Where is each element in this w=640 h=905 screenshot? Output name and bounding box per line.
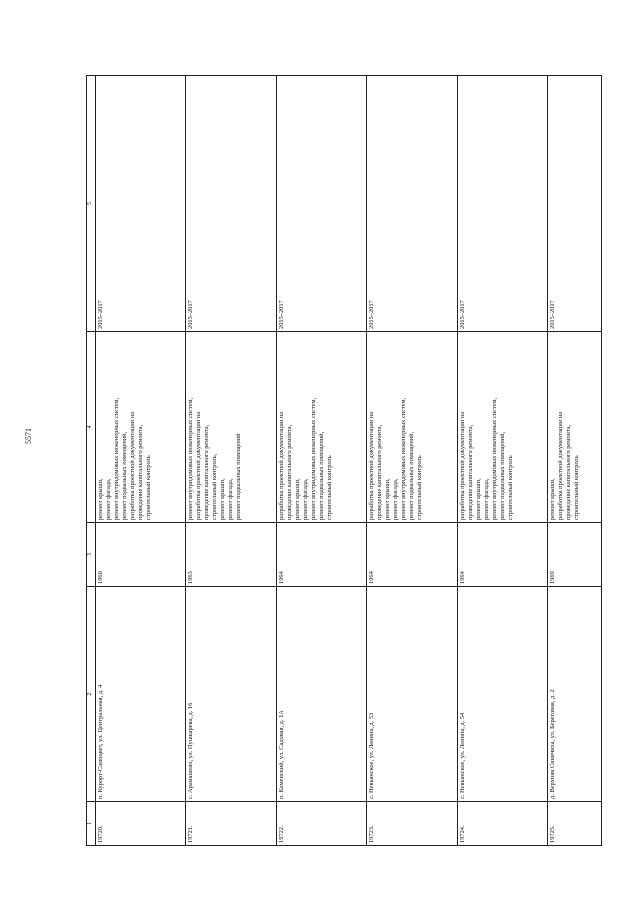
period-cell: 2015–2017 bbox=[186, 76, 276, 332]
year-cell: 1969 bbox=[548, 523, 602, 587]
year-cell: 1964 bbox=[367, 523, 457, 587]
period-cell: 2015–2017 bbox=[276, 76, 366, 332]
row-number: 19725. bbox=[548, 802, 602, 846]
work-item: ремонт подвальных помещений bbox=[235, 433, 243, 520]
address-cell: п. Каменский, ул. Садовая, д. 1А bbox=[276, 587, 366, 802]
period-cell: 2015–2017 bbox=[548, 76, 602, 332]
work-item: ремонт крыши, bbox=[219, 478, 227, 520]
table-row bbox=[96, 76, 186, 846]
work-item: ремонт внутридомовых инженерных систем, bbox=[113, 397, 120, 520]
row-number: 19722. bbox=[276, 802, 366, 846]
work-item: ремонт подвальных помещений, bbox=[317, 431, 325, 520]
work-item: разработка проектной документации на bbox=[557, 411, 565, 520]
address-cell: с. Невьянское, ул. Ленина, д. 54 bbox=[457, 587, 547, 802]
column-number-header-row bbox=[87, 76, 96, 846]
table-row bbox=[367, 76, 457, 846]
address-cell: д. Верхняя Синячиха, ул. Береговая, д. 2 bbox=[548, 587, 602, 802]
works-cell bbox=[276, 332, 366, 523]
work-item: ремонт фасада, bbox=[301, 478, 309, 520]
work-item: ремонт крыши, bbox=[474, 478, 482, 520]
period-cell: 2015–2017 bbox=[367, 76, 457, 332]
works-cell bbox=[186, 332, 276, 523]
work-item: ремонт крыши, bbox=[293, 478, 301, 520]
table-row bbox=[548, 76, 602, 846]
row-number: 19724. bbox=[457, 802, 547, 846]
work-item: разработка проектной документации на bbox=[277, 411, 285, 520]
address-cell: п. Курорт-Самоцвет, ул. Центральная, д. 4 bbox=[96, 587, 186, 802]
work-item: строительный контроль bbox=[416, 455, 424, 520]
work-item: ремонт внутридомовых инженерных систем, bbox=[400, 397, 408, 520]
work-item: разработка проектной документации на bbox=[368, 411, 376, 520]
row-number: 19720. bbox=[96, 802, 186, 846]
works-cell bbox=[96, 332, 186, 523]
repair-program-table bbox=[86, 75, 602, 846]
work-item: строительный контроль, bbox=[211, 453, 219, 520]
work-item: ремонт подвальных помещений, bbox=[121, 431, 128, 520]
works-cell bbox=[367, 332, 457, 523]
work-item: ремонт крыши, bbox=[384, 478, 392, 520]
rotated-table-container bbox=[86, 76, 602, 846]
work-item: ремонт внутридомовых инженерных систем, bbox=[490, 397, 498, 520]
column-header: 3 bbox=[87, 523, 96, 587]
period-cell: 2015–2017 bbox=[457, 76, 547, 332]
work-item: ремонт внутридомовых инженерных систем, bbox=[187, 397, 195, 520]
row-number: 19721. bbox=[186, 802, 276, 846]
year-cell: 1963 bbox=[186, 523, 276, 587]
work-item: разработка проектной документации на bbox=[195, 411, 203, 520]
work-item: проведение капитального ремонта, bbox=[137, 424, 144, 520]
work-item: проведение капитального ремонта, bbox=[376, 424, 384, 520]
work-item: ремонт фасада, bbox=[105, 478, 112, 520]
column-header: 2 bbox=[87, 587, 96, 802]
work-item: разработка проектной документации на bbox=[129, 411, 136, 520]
page-number: 5571 bbox=[24, 428, 33, 444]
year-cell: 1960 bbox=[96, 523, 186, 587]
table-row bbox=[276, 76, 366, 846]
column-header: 5 bbox=[87, 76, 96, 332]
work-item: ремонт фасада, bbox=[482, 478, 490, 520]
table-row bbox=[457, 76, 547, 846]
work-item: строительный контроль bbox=[573, 455, 581, 520]
work-item: строительный контроль bbox=[325, 455, 333, 520]
works-cell bbox=[457, 332, 547, 523]
work-item: ремонт внутридомовых инженерных систем, bbox=[309, 397, 317, 520]
address-cell: с. Невьянское, ул. Ленина, д. 53 bbox=[367, 587, 457, 802]
address-cell: с. Арамашево, ул. Пушкарева, д. 16 bbox=[186, 587, 276, 802]
work-item: разработка проектной документации на bbox=[458, 411, 466, 520]
year-cell: 1964 bbox=[457, 523, 547, 587]
period-cell: 2015–2017 bbox=[96, 76, 186, 332]
work-item: строительный контроль bbox=[506, 455, 514, 520]
works-cell bbox=[548, 332, 602, 523]
work-item: ремонт подвальных помещений, bbox=[408, 431, 416, 520]
column-header: 1 bbox=[87, 802, 96, 846]
work-item: ремонт крыши, bbox=[549, 478, 557, 520]
work-item: проведение капитального ремонта, bbox=[565, 424, 573, 520]
column-header: 4 bbox=[87, 332, 96, 523]
work-item: ремонт подвальных помещений, bbox=[498, 431, 506, 520]
year-cell: 1964 bbox=[276, 523, 366, 587]
work-item: проведение капитального ремонта, bbox=[285, 424, 293, 520]
work-item: строительный контроль bbox=[145, 455, 152, 520]
table-row bbox=[186, 76, 276, 846]
work-item: ремонт фасада, bbox=[227, 478, 235, 520]
work-item: проведение капитального ремонта, bbox=[203, 424, 211, 520]
work-item: ремонт крыши, bbox=[97, 478, 104, 520]
work-item: ремонт фасада, bbox=[392, 478, 400, 520]
work-item: проведение капитального ремонта, bbox=[466, 424, 474, 520]
row-number: 19723. bbox=[367, 802, 457, 846]
